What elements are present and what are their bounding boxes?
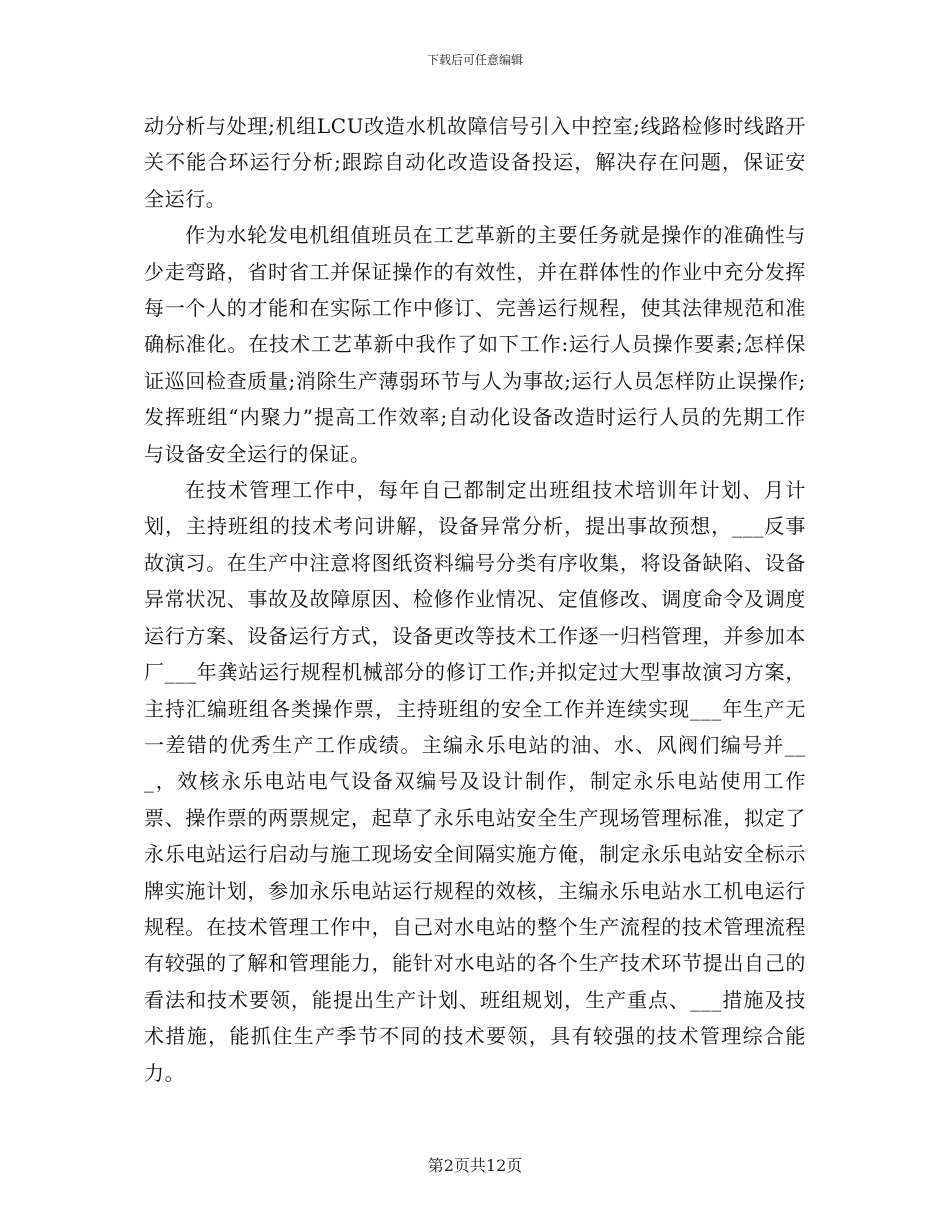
page-header: 下载后可任意编辑 bbox=[426, 53, 523, 67]
paragraph-process-innovation: 作为水轮发电机组值班员在工艺革新的主要任务就是操作的准确性与少走弯路，省时省工并保证操作的有效性，并在群体性的作业中充分发挥每一个人的才能和在实际工作中修订、完善运行规程，使其法律规范和准确标准化。在技术工艺革新中我作了如下工作:运行人员操作要素;怎样保证巡回检查质量;消除生产薄弱环节与人为事故;运行人员怎样防止误操作;发挥班组“内聚力”提高工作效率;自动化设备改造时运行人员的先期工作与设备安全运行的保证。 bbox=[144, 223, 806, 466]
document-body bbox=[144, 108, 806, 1091]
page-number: 第2页共12页 bbox=[427, 1156, 523, 1175]
paragraph-technical-management: 在技术管理工作中，每年自己都制定出班组技术培训年计划、月计划，主持班组的技术考问讲解，设备异常分析，提出事故预想，___反事故演习。在生产中注意将图纸资料编号分类有序收集，将设备缺陷、设备异常状况、事故及故障原因、检修作业情况、定值修改、调度命令及调度运行方案、设备运行方式，设备更改等技术工作逐一归档管理，并参加本厂___年龚站运行规程机械部分的修订工作;并拟定过大型事故演习方案，主持汇编班组各类操作票，主持班组的安全工作并连续实现___年生产无一差错的优秀生产工作成绩。主编永乐电站的油、水、风阀们编号并___，效核永乐电站电气设备双编号及设计制作，制定永乐电站使用工作票、操作票的两票规定，起草了永乐电站安全生产现场管理标准，拟定了永乐电站运行启动与施工现场安全间隔实施方俺，制定永乐电站安全标示牌实施计划，参加永乐电站运行规程的效核，主编永乐电站水工机电运行规程。在技术管理工作中，自己对水电站的整个生产流程的技术管理流程有较强的了解和管理能力，能针对水电站的各个生产技术环节提出自己的看法和技术要领，能提出生产计划、班组规划，生产重点、___措施及技术措施，能抓住生产季节不同的技术要领，具有较强的技术管理综合能力。 bbox=[144, 478, 806, 1085]
paragraph-continuation: 动分析与处理;机组LCU改造水机故障信号引入中控室;线路检修时线路开关不能合环运行分析;跟踪自动化改造设备投运，解决存在问题，保证安全运行。 bbox=[144, 114, 806, 211]
